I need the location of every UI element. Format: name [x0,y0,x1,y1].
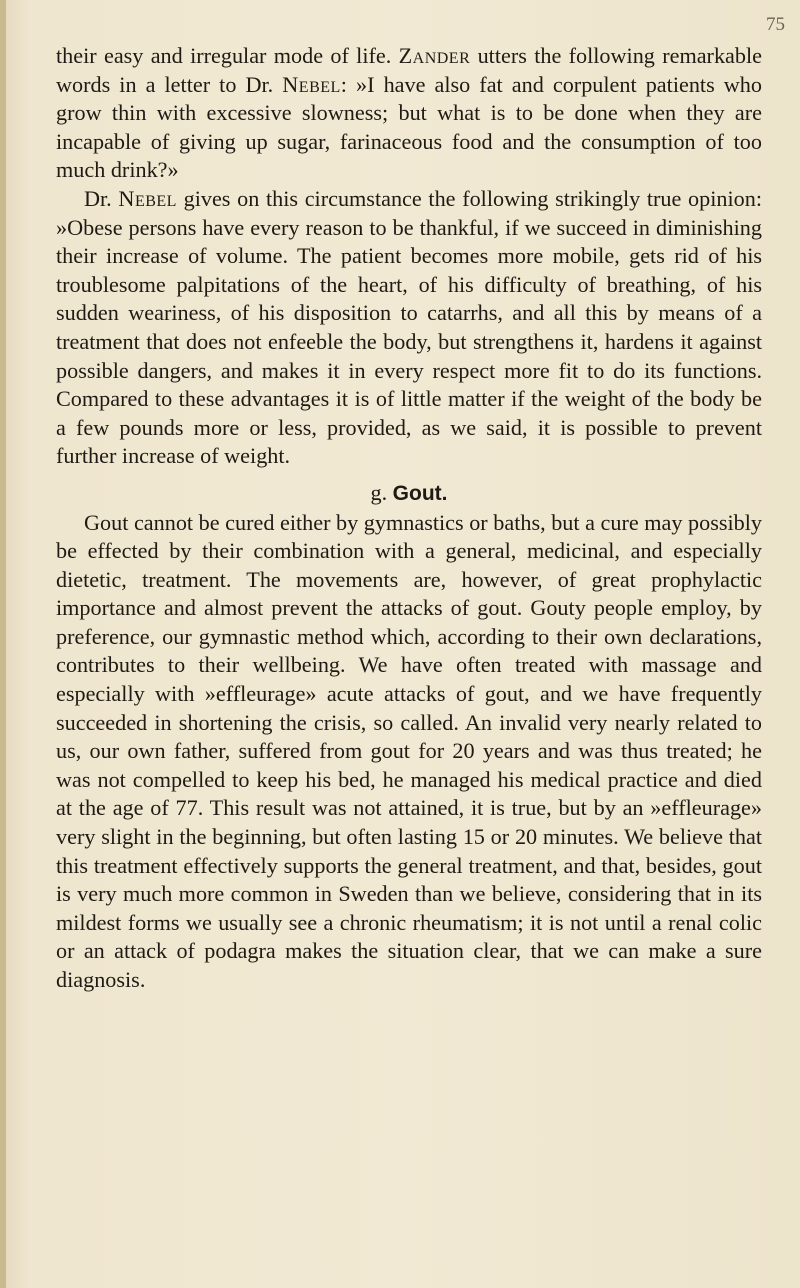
paragraph-text: : »I have also fat and corpulent patients who grow thin with excessive slowness; but what is to be done when they are incapable of giving up sugar, farinaceous food and the consumption of too much drink?» [56,71,762,183]
paragraph-text: their easy and irregular mode of life. [56,43,399,68]
page-number: 75 [766,14,785,35]
author-name-nebel: Nebel [118,185,177,211]
paragraph-text: utters the following remarkable words in a letter to Dr. [56,43,762,97]
page-spine-edge [0,0,6,1288]
paragraph-nebel-opinion [56,185,762,471]
body-text [56,42,762,995]
paragraph-zander [56,42,762,185]
author-name-zander: Zander [398,43,471,68]
author-name-nebel: Nebel [282,71,341,97]
section-title: Gout. [392,481,448,505]
paragraph-text: Dr. [84,185,119,211]
section-letter: g. [370,479,388,505]
paragraph-text: gives on this circumstance the following strikingly true opinion: »Obese persons have every reason to be thankful, if we succeed in diminishing their increase of volume. The patient becomes more mobile, gets rid of his troublesome palpitations of the heart, of his difficulty of breathing, of his sudden weariness, of his disposition to catarrhs, and all this by means of a treatment that does not enfeeble the body, but strengthens it, hardens it against possible dangers, and makes it in every respect more fit to do its functions. Compared to these advantages it is of little matter if the weight of the body be a few pounds more or less, provided, as we said, it is possible to prevent further increase of weight. [56,185,763,469]
paragraph-gout: Gout cannot be cured either by gymnastics or baths, but a cure may possibly be effected by their combination with a general, medicinal, and especially dietetic, treatment. The movements are, however, of great prophylactic importance and almost prevent the attacks of gout. Gouty people employ, by preference, our gymnastic method which, according to their own declarations, contributes to their wellbeing. We have often treated with massage and especially with »effleurage» acute attacks of gout, and we have frequently succeeded in shortening the crisis, so called. An invalid very nearly related to us, our own father, suffered from gout for 20 years and was thus treated; he was not compelled to keep his bed, he managed his medical practice and died at the age of 77. This result was not attained, it is true, but by an »effleurage» very slight in the beginning, but often lasting 15 or 20 minutes. We believe that this treatment effectively supports the general treatment, and that, besides, gout is very much more common in Sweden than we believe, considering that in its mildest forms we usually see a chronic rheumatism; it is not until a renal colic or an attack of podagra makes the situation clear, that we can make a sure diagnosis. [56,509,762,992]
section-heading-gout [56,479,762,509]
